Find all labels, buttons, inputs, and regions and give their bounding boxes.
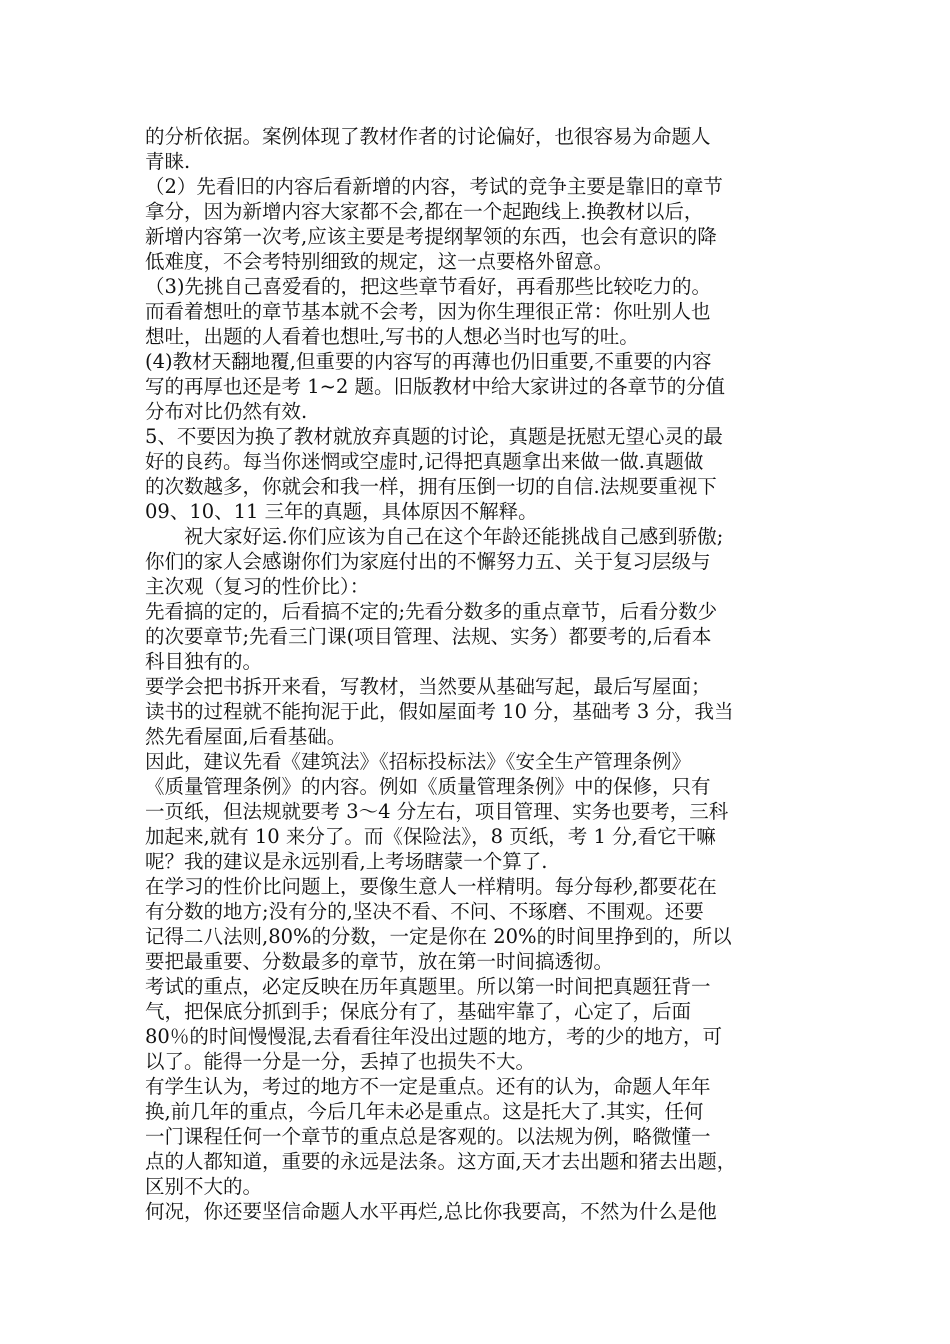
text-line: 以了。能得一分是一分，丢掉了也损失不大。: [145, 1050, 536, 1073]
text-line: 呢？我的建议是永远别看,上考场瞎蒙一个算了.: [145, 850, 548, 873]
text-line: 09、10、11 三年的真题，具体原因不解释。: [145, 500, 538, 523]
text-line: 点的人都知道，重要的永远是法条。这方面,天才去出题和猪去出题，: [145, 1150, 737, 1173]
text-line: 新增内容第一次考,应该主要是考提纲挈领的东西，也会有意识的降: [145, 225, 717, 248]
text-line: 何况，你还要坚信命题人水平再烂,总比你我要高，不然为什么是他: [145, 1200, 717, 1223]
text-line: 好的良药。每当你迷惘或空虚时,记得把真题拿出来做一做.真题做: [145, 450, 704, 473]
text-line: 然先看屋面,后看基础。: [145, 725, 347, 748]
text-line: 换,前几年的重点，今后几年未必是重点。这是托大了.其实，任何: [145, 1100, 704, 1123]
text-line: 想吐，出题的人看着也想吐,写书的人想必当时也写的吐。: [145, 325, 639, 348]
text-line: 考试的重点，必定反映在历年真题里。所以第一时间把真题狂背一: [145, 975, 711, 998]
text-line: 祝大家好运.你们应该为自己在这个年龄还能挑战自己感到骄傲;: [184, 525, 724, 548]
text-line: 写的再厚也还是考 1~2 题。旧版教材中给大家讲过的各章节的分值: [145, 375, 726, 398]
text-line: 《质量管理条例》的内容。例如《质量管理条例》中的保修，只有: [145, 775, 711, 798]
text-line: 青睐.: [145, 150, 191, 173]
text-line: 加起来,就有 10 来分了。而《保险法》，8 页纸，考 1 分,看它干嘛: [145, 825, 716, 848]
text-line: 一门课程任何一个章节的重点总是客观的。以法规为例，略微懂一: [145, 1125, 711, 1148]
text-line: 因此，建议先看《建筑法》《招标投标法》《安全生产管理条例》: [145, 750, 692, 773]
text-line: 区别不大的。: [145, 1175, 263, 1198]
text-line: 读书的过程就不能拘泥于此，假如屋面考 10 分，基础考 3 分，我当: [145, 700, 734, 723]
text-line: 你们的家人会感谢你们为家庭付出的不懈努力五、关于复习层级与: [145, 550, 711, 573]
document-body: [145, 124, 810, 1224]
text-line: 要把最重要、分数最多的章节，放在第一时间搞透彻。: [145, 950, 614, 973]
text-line: 5、不要因为换了教材就放弃真题的讨论，真题是抚慰无望心灵的最: [145, 425, 723, 448]
text-line: 有学生认为，考过的地方不一定是重点。还有的认为，命题人年年: [145, 1075, 711, 1098]
text-line: 低难度，不会考特别细致的规定，这一点要格外留意。: [145, 250, 614, 273]
text-line: 一页纸，但法规就要考 3～4 分左右，项目管理、实务也要考，三科: [145, 800, 729, 823]
text-line: 分布对比仍然有效.: [145, 400, 308, 423]
text-line: （2）先看旧的内容后看新增的内容，考试的竞争主要是靠旧的章节: [145, 175, 723, 198]
text-line: 有分数的地方;没有分的,坚决不看、不问、不琢磨、不围观。还要: [145, 900, 704, 923]
text-line: 的分析依据。案例体现了教材作者的讨论偏好，也很容易为命题人: [145, 125, 711, 148]
text-line: 主次观（复习的性价比）：: [145, 575, 370, 598]
text-line: 的次要章节;先看三门课(项目管理、法规、实务）都要考的,后看本: [145, 625, 712, 648]
text-line: 80％的时间慢慢混,去看看往年没出过题的地方，考的少的地方，可: [145, 1025, 723, 1048]
text-line: (4)教材天翻地覆,但重要的内容写的再薄也仍旧重要,不重要的内容: [145, 350, 712, 373]
text-line: 科目独有的。: [145, 650, 263, 673]
text-line: （3)先挑自己喜爱看的，把这些章节看好，再看那些比较吃力的。: [145, 275, 712, 298]
text-line: 要学会把书拆开来看，写教材，当然要从基础写起，最后写屋面；: [145, 675, 711, 698]
text-line: 先看搞的定的，后看搞不定的;先看分数多的重点章节，后看分数少: [145, 600, 718, 623]
text-line: 而看着想吐的章节基本就不会考，因为你生理很正常：你吐别人也: [145, 300, 711, 323]
text-line: 气，把保底分抓到手；保底分有了，基础牢靠了，心定了，后面: [145, 1000, 692, 1023]
text-line: 记得二八法则,80%的分数，一定是你在 20%的时间里挣到的，所以: [145, 925, 732, 948]
text-line: 的次数越多，你就会和我一样，拥有压倒一切的自信.法规要重视下: [145, 475, 717, 498]
text-line: 在学习的性价比问题上，要像生意人一样精明。每分每秒,都要花在: [145, 875, 717, 898]
text-line: 拿分，因为新增内容大家都不会,都在一个起跑线上.换教材以后，: [145, 200, 704, 223]
